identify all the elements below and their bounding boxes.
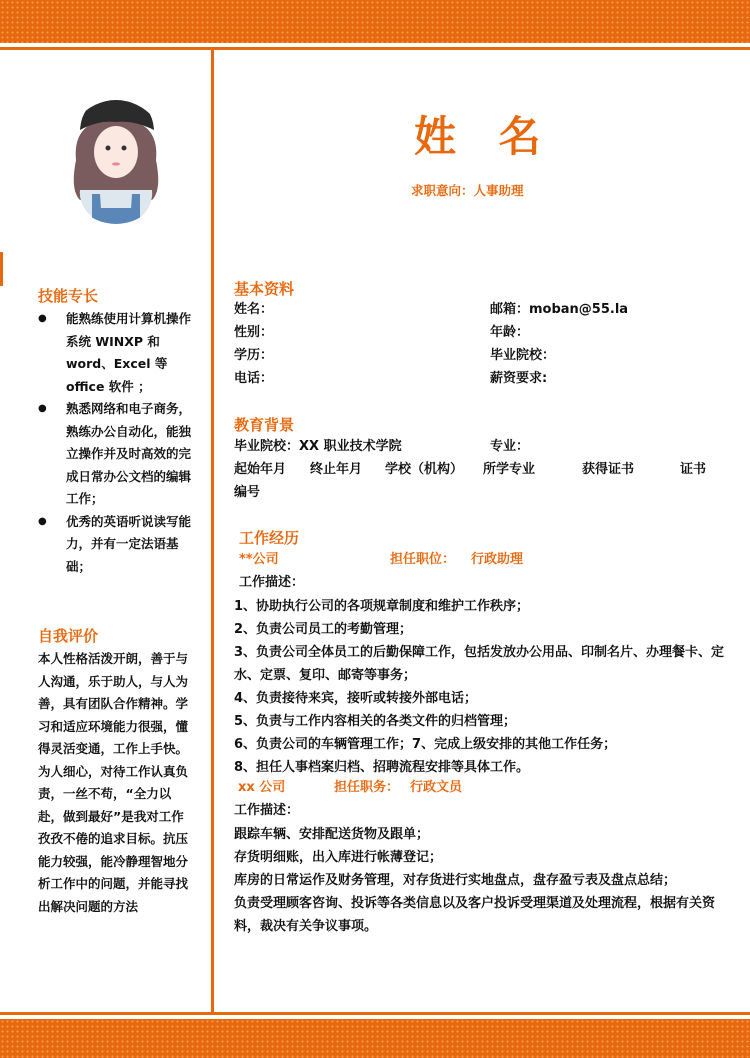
job1-item: 6、负责公司的车辆管理工作；7、完成上级安排的其他工作任务； [234, 737, 617, 752]
job2-item: 存货明细账，出入库进行帐薄登记； [234, 850, 443, 865]
job1-item: 4、负责接待来宾，接听或转接外部电话； [234, 691, 478, 706]
job1-desc [234, 595, 734, 779]
self-eval-text: 本人性格活泼开朗，善于与人沟通，乐于助人，与人为善，具有团队合作精神。学习和适应环境能力很强，懂得灵活变通，工作上手快。为人细心，对待工作认真负责，一丝不苟，“全力以赴，做到最好”是我对工作孜孜不倦的追求目标。抗压能力较强，能冷静理智地分析工作中的问题，并能寻找出解决问题的方法 [38, 651, 189, 914]
job1-item: 3、负责公司全体员工的后勤保障工作，包括发放办公用品、印制名片、办理餐卡、定水、定票、复印、邮寄等事务； [234, 645, 725, 683]
job1-item: 8、担任人事档案归档、招聘流程安排等具体工作。 [234, 760, 530, 775]
education-col-major: 所学专业 [483, 462, 536, 477]
basic-salary-field: 薪资要求: [490, 371, 548, 386]
header-pattern-band [0, 0, 750, 43]
basic-name-field: 姓名： [234, 302, 274, 317]
basic-gender-field: 性别： [234, 325, 274, 340]
job1-desc-label: 工作描述： [239, 575, 305, 590]
job1-item: 1、协助执行公司的各项规章制度和维护工作秩序； [234, 599, 530, 614]
job1-company: **公司 [239, 552, 279, 567]
job2-desc-label: 工作描述： [234, 803, 300, 818]
header-rule [0, 47, 750, 50]
job2-position-label: 担任职务： [334, 780, 400, 795]
job2-item: 库房的日常运作及财务管理，对存货进行实地盘点，盘存盈亏表及盘点总结； [234, 873, 677, 888]
education-col-certno: 证书 [680, 462, 707, 477]
job2-item: 负责受理顾客咨询、投诉等各类信息以及客户投诉受理渠道及处理流程，根据有关资料，裁决有关争议事项。 [234, 896, 716, 934]
job1-item: 2、负责公司员工的考勤管理； [234, 622, 413, 637]
work-title: 工作经历 [239, 529, 300, 547]
basic-email-field: 邮箱：moban@55.la [490, 302, 629, 317]
skills-list [38, 308, 198, 578]
skill-item: ● 优秀的英语听说读写能力，并有一定法语基础； [38, 511, 198, 579]
avatar [62, 90, 170, 224]
education-col-cert: 获得证书 [582, 462, 635, 477]
education-school: 毕业院校：XX 职业技术学院 [234, 439, 402, 454]
footer-pattern-band [0, 1019, 750, 1058]
basic-phone-field: 电话： [234, 371, 274, 386]
job2-desc [234, 823, 734, 938]
education-col-end: 终止年月 [310, 462, 363, 477]
column-divider [211, 47, 214, 1015]
footer-rule [0, 1012, 750, 1015]
job1-position: 行政助理 [471, 552, 524, 567]
basic-school-field: 毕业院校： [490, 348, 556, 363]
job2-company: xx 公司 [238, 780, 286, 795]
education-col-start: 起始年月 [234, 462, 287, 477]
basic-age-field: 年龄： [490, 325, 530, 340]
job1-item: 5、负责与工作内容相关的各类文件的归档管理； [234, 714, 517, 729]
skill-item: ● 能熟练使用计算机操作系统 WINXP 和 word、Excel 等 office 软件 ； [38, 308, 198, 398]
education-major: 专业： [490, 439, 530, 454]
education-title: 教育背景 [234, 416, 295, 434]
education-col-certno-wrap: 编号 [234, 485, 261, 500]
job2-item: 跟踪车辆、安排配送货物及跟单； [234, 827, 430, 842]
basic-education-field: 学历： [234, 348, 274, 363]
job1-position-label: 担任职位： [390, 552, 456, 567]
skills-title: 技能专长 [38, 287, 99, 305]
education-col-school: 学校（机构） [385, 462, 464, 477]
left-edge-marker [0, 252, 3, 286]
self-eval-title: 自我评价 [38, 627, 99, 645]
skill-item: ● 熟悉网络和电子商务，熟练办公自动化，能独立操作并及时高效的完成日常办公文档的编辑工作； [38, 398, 198, 511]
job2-position: 行政文员 [410, 780, 463, 795]
basic-info-title: 基本资料 [234, 280, 295, 298]
candidate-name: 姓 名 [414, 112, 555, 161]
job-intent: 求职意向：人事助理 [411, 183, 524, 198]
